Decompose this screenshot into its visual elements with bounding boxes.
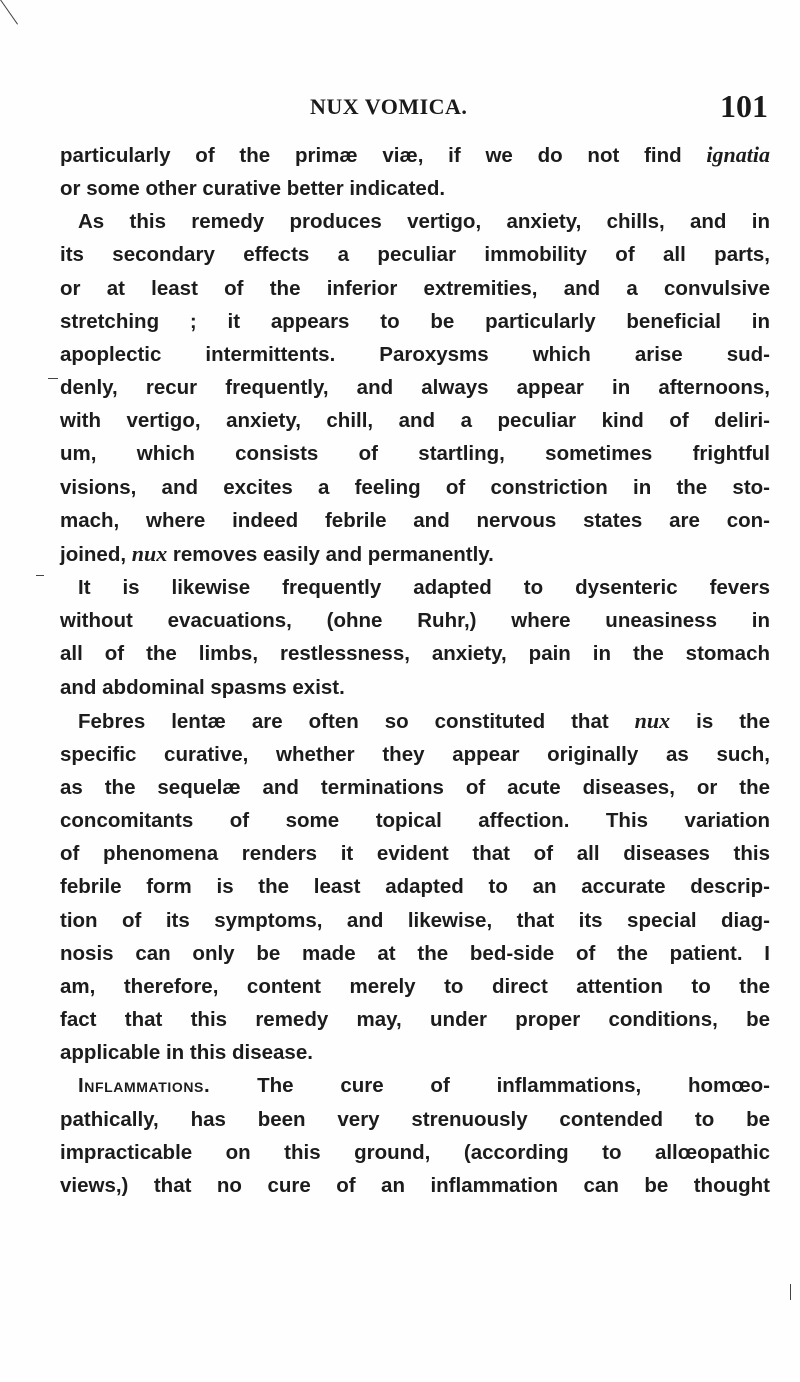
text-line: particularly of the primæ viæ, if we do not find ignatia <box>60 142 770 167</box>
text-line: or some other curative better indicated. <box>60 177 446 201</box>
scan-edge-mark <box>36 575 44 576</box>
scan-edge-mark <box>48 378 58 379</box>
text-line: concomitants of some topical affection. This variation <box>60 809 770 833</box>
text-line: mach, where indeed febrile and nervous states are con- <box>60 508 770 532</box>
scan-edge-mark <box>790 1284 791 1300</box>
text-line: stretching ; it appears to be particularly beneficial in <box>60 309 770 333</box>
text-line: specific curative, whether they appear originally as such, <box>60 742 770 766</box>
text-line: febrile form is the least adapted to an accurate descrip- <box>60 875 770 899</box>
text-line: tion of its symptoms, and likewise, that its special diag- <box>60 908 770 932</box>
paragraph-start: As this remedy produces vertigo, anxiety, chills, and in <box>78 210 770 234</box>
text-line: with vertigo, anxiety, chill, and a peculiar kind of deliri- <box>60 409 770 433</box>
text-line: am, therefore, content merely to direct attention to the <box>60 974 770 998</box>
text-line: um, which consists of startling, sometimes frightful <box>60 442 770 466</box>
scan-edge-mark <box>0 0 18 25</box>
text-line: joined, nux removes easily and permanently. <box>60 540 494 566</box>
text-line: as the sequelæ and terminations of acute diseases, or the <box>60 775 770 799</box>
emphasis: nux <box>634 707 671 733</box>
text-line: pathically, has been very strenuously contended to be <box>60 1107 770 1131</box>
body-text <box>60 138 770 1202</box>
text-line: without evacuations, (ohne Ruhr,) where uneasiness in <box>60 609 770 633</box>
text-line: denly, recur frequently, and always appear in afternoons, <box>60 376 770 400</box>
page-number: 101 <box>720 88 768 124</box>
text-line: its secondary effects a peculiar immobility of all parts, <box>60 243 770 267</box>
section-heading: Inflammations. <box>78 1074 211 1098</box>
text-line: or at least of the inferior extremities, and a convulsive <box>60 276 770 300</box>
paragraph-start: Febres lentæ are often so constituted that nux is the <box>78 707 770 733</box>
text-line: nosis can only be made at the bed-side of the patient. I <box>60 941 770 965</box>
text-line: fact that this remedy may, under proper conditions, be <box>60 1008 770 1032</box>
text-line: apoplectic intermittents. Paroxysms which arise sud- <box>60 342 770 366</box>
emphasis: ignatia <box>706 142 770 167</box>
text-line: of phenomena renders it evident that of all diseases this <box>60 842 770 866</box>
paragraph-start: It is likewise frequently adapted to dysenteric fevers <box>78 576 770 600</box>
text-line: applicable in this disease. <box>60 1041 313 1065</box>
running-title: NUX VOMICA. <box>310 94 468 119</box>
text-line: and abdominal spasms exist. <box>60 675 345 699</box>
section-start: Inflammations. The cure of inflammations, homœo- <box>78 1074 770 1098</box>
text-line: impracticable on this ground, (according to allœopathic <box>60 1140 770 1164</box>
emphasis: nux <box>131 540 168 566</box>
text-line: views,) that no cure of an inflammation can be thought <box>60 1173 770 1197</box>
text-line: all of the limbs, restlessness, anxiety, pain in the stomach <box>60 642 770 666</box>
page-header <box>310 90 770 124</box>
text-line: visions, and excites a feeling of constriction in the sto- <box>60 475 770 499</box>
